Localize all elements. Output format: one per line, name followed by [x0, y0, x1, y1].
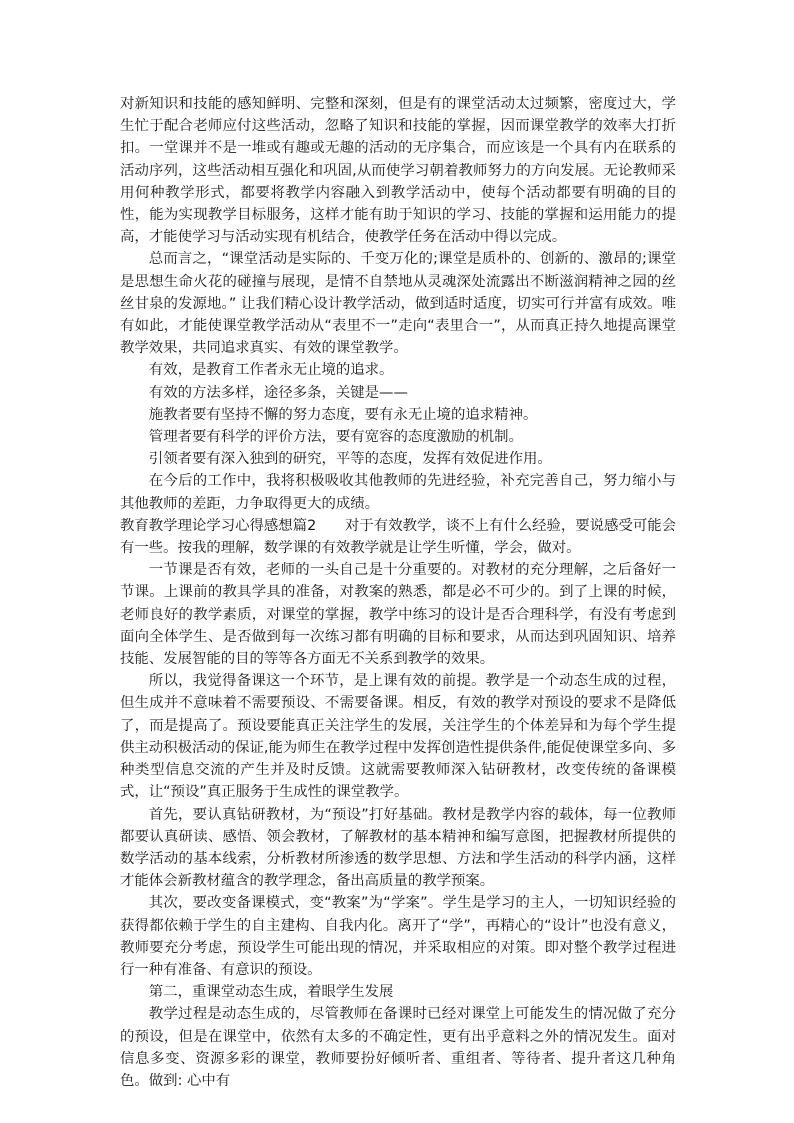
paragraph-change-lesson-plan: 其次，要改变备课模式，变“教案”为“学案”。学生是学习的主人，一切知识经验的获得都依赖于学生的自主建构、自我内化。离开了“学”，再精心的“设计”也没有意义，教师要充分考虑，预设学生可能出现的情况，并采取相应的对策。即对整个教学过程进行一种有准备、有意识的预设。	[120, 895, 676, 978]
paragraph-summary: 总而言之，“课堂活动是实际的、千变万化的;课堂是质朴的、创新的、激昂的;课堂是思想生命火花的碰撞与展现，是情不自禁地从灵魂深处流露出不断滋润精神之园的丝丝甘泉的发源地。” 让我们精心设计教学活动，做到适时适度，切实可行并富有成效。唯有如此，才能使课堂教学活动从“表里不一”走向“表里合一”，从而真正持久地提高课堂教学效果，共同追求真实、有效的课堂教学。	[120, 251, 676, 357]
paragraph-study-textbook: 首先，要认真钻研教材，为“预设”打好基础。教材是教学内容的载体，每一位教师都要认真研读、感悟、领会教材，了解教材的基本精神和编写意图，把握教材所提供的数学活动的基本线索，分析教材所渗透的数学思想、方法和学生活动的科学内涵，这样才能体会新教材蕴含的教学理念，备出高质量的教学预案。	[120, 806, 676, 890]
paragraph-methods: 有效的方法多样，途径多条，关键是——	[148, 384, 408, 401]
paragraph-article-2-heading: 教育教学理论学习心得感想篇2 对于有效教学，谈不上有什么经验，要说感受可能会有一些。按我的理解，数学课的有效教学就是让学生听懂，学会，做对。	[120, 517, 677, 557]
paragraph-dynamic-generation: 教学过程是动态生成的，尽管教师在备课时已经对课堂上可能发生的情况做了充分的预设，但是在课堂中，依然有太多的不确定性，更有出乎意料之外的情况发生。面对信息多变、资源多彩的课堂，教师要扮好倾听者、重组者、等待者、提升者这几种角色。做到: 心中有	[120, 1006, 676, 1089]
paragraph-manager-evaluation: 管理者要有科学的评价方法，要有宽容的态度激励的机制。	[148, 429, 523, 446]
paragraph-second-point-heading: 第二，重课堂动态生成，着眼学生发展	[148, 984, 394, 1001]
paragraph-effectiveness-pursuit: 有效，是教育工作者永无止境的追求。	[148, 362, 394, 379]
paragraph-future-work: 在今后的工作中，我将积极吸收其他教师的先进经验，补充完善自己，努力缩小与其他教师的差距，力争取得更大的成绩。	[120, 473, 676, 512]
document-body	[120, 93, 676, 1092]
paragraph-leader-research: 引领者要有深入独到的研究，平等的态度，发挥有效促进作用。	[148, 451, 552, 468]
paragraph-continuation: 对新知识和技能的感知鲜明、完整和深刻，但是有的课堂活动太过频繁，密度过大，学生忙于配合老师应付这些活动，忽略了知识和技能的掌握，因而课堂教学的效率大打折扣。一堂课并不是一堆或有趣或无趣的活动的无序集合，而应该是一个具有内在联系的活动序列，这些活动相互强化和巩固,从而使学习朝着教师努力的方向发展。无论教师采用何种教学形式，都要将教学内容融入到教学活动中，使每个活动都要有明确的目的性，能为实现教学目标服务，这样才能有助于知识的学习、技能的掌握和运用能力的提高，才能使学习与活动实现有机结合，使教学任务在活动中得以完成。	[120, 96, 676, 246]
paragraph-lesson-effectiveness: 一节课是否有效，老师的一头自己是十分重要的。对教材的充分理解，之后备好一节课。上课前的教具学具的准备，对教案的熟悉，都是必不可少的。到了上课的时候，老师良好的教学素质，对课堂的掌握，教学中练习的设计是否合理科学，有没有考虑到面向全体学生、是否做到每一次练习都有明确的目标和要求，从而达到巩固知识、培养技能、发展智能的目的等等各方面无不关系到教学的效果。	[120, 562, 676, 668]
paragraph-teacher-attitude: 施教者要有坚持不懈的努力态度，要有永无止境的追求精神。	[148, 406, 538, 423]
paragraph-lesson-preparation: 所以，我觉得备课这一个环节，是上课有效的前提。教学是一个动态生成的过程，但生成并不意味着不需要预设、不需要备课。相反，有效的教学对预设的要求不是降低了，而是提高了。预设要能真正关注学生的发展，关注学生的个体差异和为每个学生提供主动积极活动的保证,能为师生在教学过程中发挥创造性提供条件,能促使课堂多向、多种类型信息交流的产生并及时反馈。这就需要教师深入钻研教材，改变传统的备课模式，让“预设”真正服务于生成性的课堂教学。	[120, 673, 676, 801]
